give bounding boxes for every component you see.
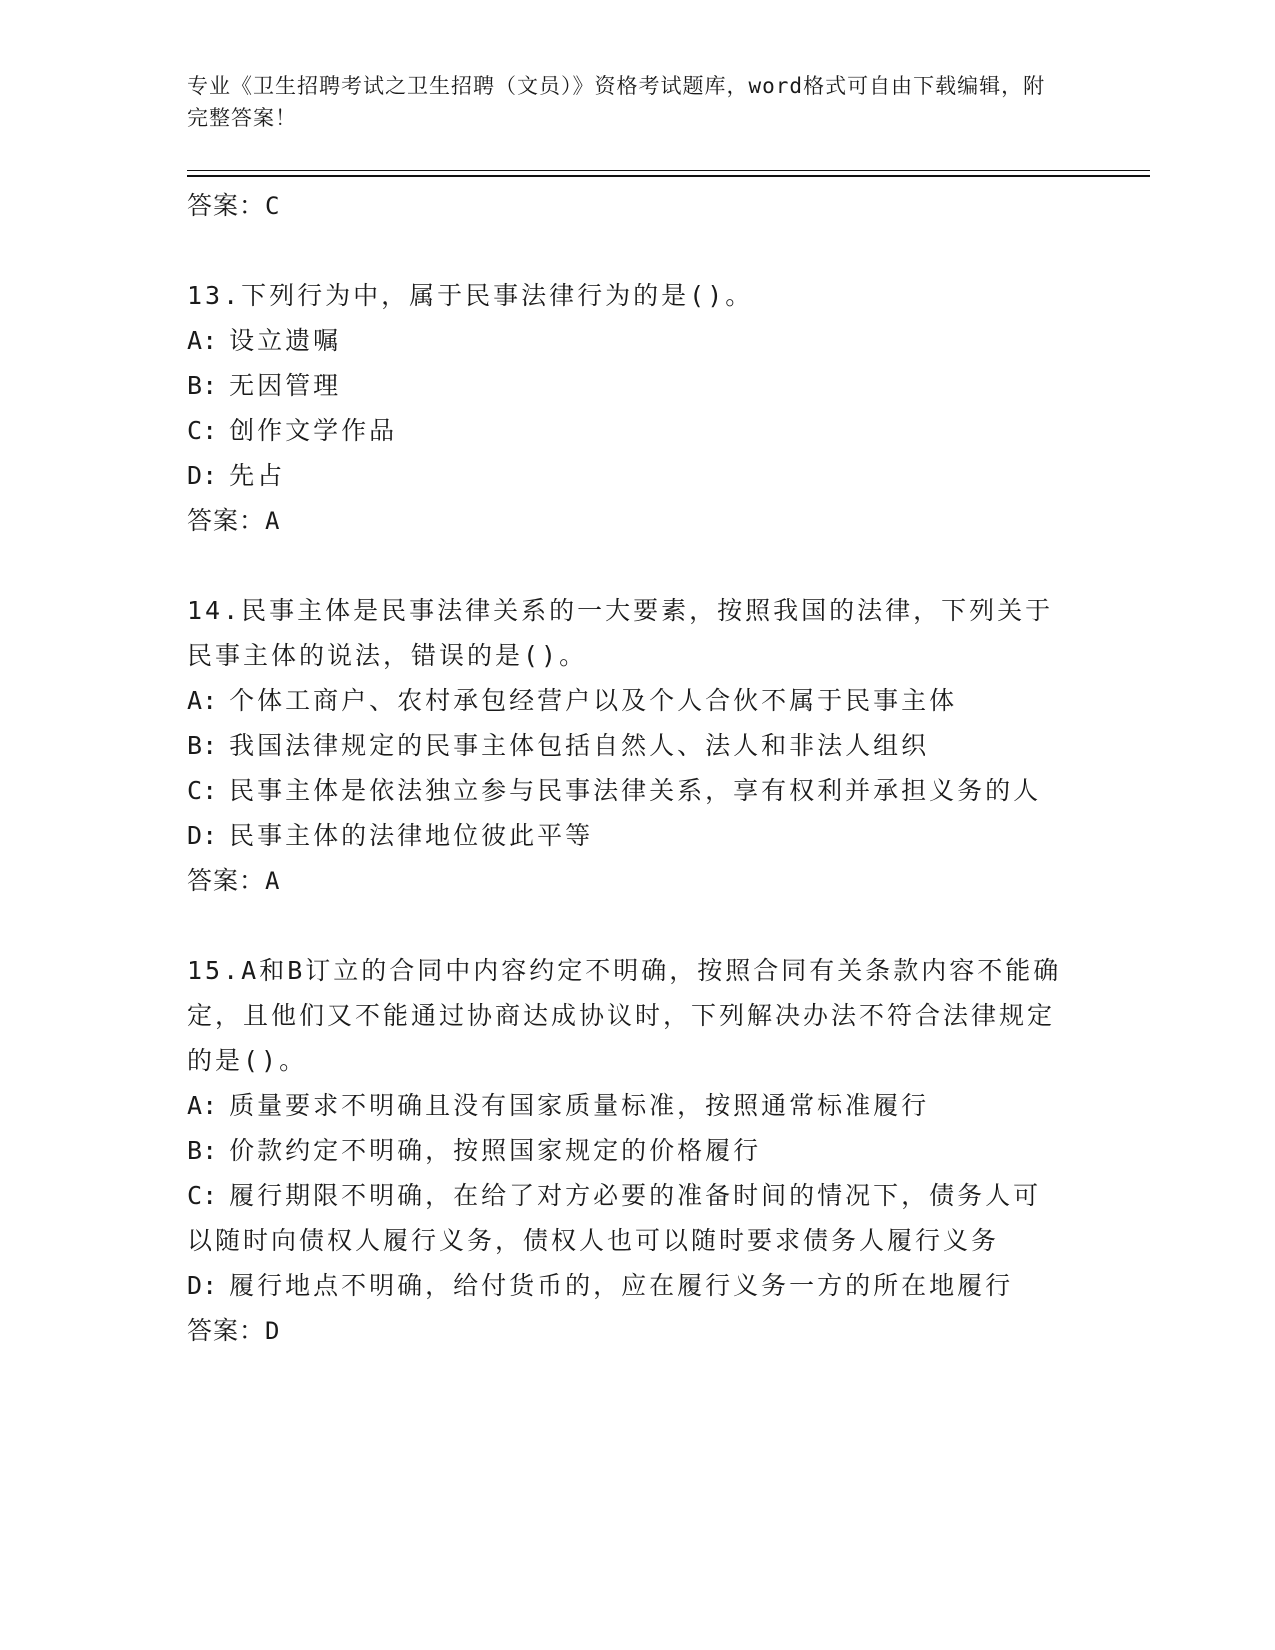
option-a: A: 质量要求不明确且没有国家质量标准，按照通常标准履行: [187, 1083, 1067, 1128]
question-14: [187, 588, 1147, 904]
option-d: D: 先占: [187, 453, 1067, 498]
answer-label: 答案：: [187, 1316, 266, 1345]
question-stem: 15.A和B订立的合同中内容约定不明确，按照合同有关条款内容不能确定，且他们又不能通过协商达成协议时，下列解决办法不符合法律规定的是()。: [187, 956, 1062, 1075]
option-a: A: 设立遗嘱: [187, 318, 1067, 363]
answer-value: A: [265, 507, 281, 535]
option-text: 我国法律规定的民事主体包括自然人、法人和非法人组织: [229, 731, 930, 760]
option-text: 履行地点不明确，给付货币的，应在履行义务一方的所在地履行: [229, 1271, 1014, 1300]
option-a: A: 个体工商户、农村承包经营户以及个人合伙不属于民事主体: [187, 678, 1067, 723]
option-c: C: 创作文学作品: [187, 408, 1067, 453]
option-text: 先占: [229, 461, 286, 490]
option-c: C: 履行期限不明确，在给了对方必要的准备时间的情况下，债务人可以随时向债权人履行义务，债权人也可以随时要求债务人履行义务: [187, 1173, 1067, 1263]
option-letter: C: [187, 776, 203, 805]
option-letter: D: [187, 1271, 203, 1300]
option-text: 无因管理: [229, 371, 342, 400]
option-text: 履行期限不明确，在给了对方必要的准备时间的情况下，债务人可以随时向债权人履行义务，债权人也可以随时要求债务人履行义务: [187, 1181, 1042, 1255]
answer-line: [187, 858, 1147, 904]
option-d: D: 民事主体的法律地位彼此平等: [187, 813, 1067, 858]
answer-label: 答案：: [187, 866, 266, 895]
option-letter: A: [187, 686, 203, 715]
option-c: C: 民事主体是依法独立参与民事法律关系，享有权利并承担义务的人: [187, 768, 1067, 813]
answer-value: D: [265, 1317, 281, 1345]
option-letter: A: [187, 1091, 203, 1120]
option-letter: C: [187, 416, 203, 445]
option-text: 价款约定不明确，按照国家规定的价格履行: [229, 1136, 762, 1165]
answer-value: C: [265, 192, 281, 220]
option-letter: B: [187, 1136, 203, 1165]
option-letter: D: [187, 461, 203, 490]
previous-answer: [187, 183, 1147, 229]
option-b: B: 我国法律规定的民事主体包括自然人、法人和非法人组织: [187, 723, 1067, 768]
option-text: 个体工商户、农村承包经营户以及个人合伙不属于民事主体: [229, 686, 958, 715]
question-15: [187, 948, 1147, 1354]
document-page: [187, 70, 1147, 1354]
question-13: [187, 273, 1147, 544]
answer-line: [187, 1308, 1147, 1354]
question-stem: 13.下列行为中，属于民事法律行为的是()。: [187, 281, 754, 310]
answer-label: 答案：: [187, 191, 266, 220]
option-text: 创作文学作品: [229, 416, 398, 445]
answer-label: 答案：: [187, 506, 266, 535]
header-divider: [187, 170, 1150, 177]
option-text: 设立遗嘱: [229, 326, 342, 355]
option-letter: B: [187, 731, 203, 760]
option-text: 民事主体的法律地位彼此平等: [229, 821, 594, 850]
option-letter: B: [187, 371, 203, 400]
option-b: B: 无因管理: [187, 363, 1067, 408]
question-stem: 14.民事主体是民事法律关系的一大要素，按照我国的法律，下列关于民事主体的说法，错误的是()。: [187, 596, 1054, 670]
option-letter: C: [187, 1181, 203, 1210]
answer-line: [187, 498, 1147, 544]
option-d: D: 履行地点不明确，给付货币的，应在履行义务一方的所在地履行: [187, 1263, 1067, 1308]
document-header-text: 专业《卫生招聘考试之卫生招聘（文员）》资格考试题库，word格式可自由下载编辑，附完整答案！: [187, 74, 1046, 130]
option-letter: D: [187, 821, 203, 850]
option-text: 质量要求不明确且没有国家质量标准，按照通常标准履行: [229, 1091, 930, 1120]
option-b: B: 价款约定不明确，按照国家规定的价格履行: [187, 1128, 1067, 1173]
option-letter: A: [187, 326, 203, 355]
answer-value: A: [265, 867, 281, 895]
option-text: 民事主体是依法独立参与民事法律关系，享有权利并承担义务的人: [229, 776, 1042, 805]
